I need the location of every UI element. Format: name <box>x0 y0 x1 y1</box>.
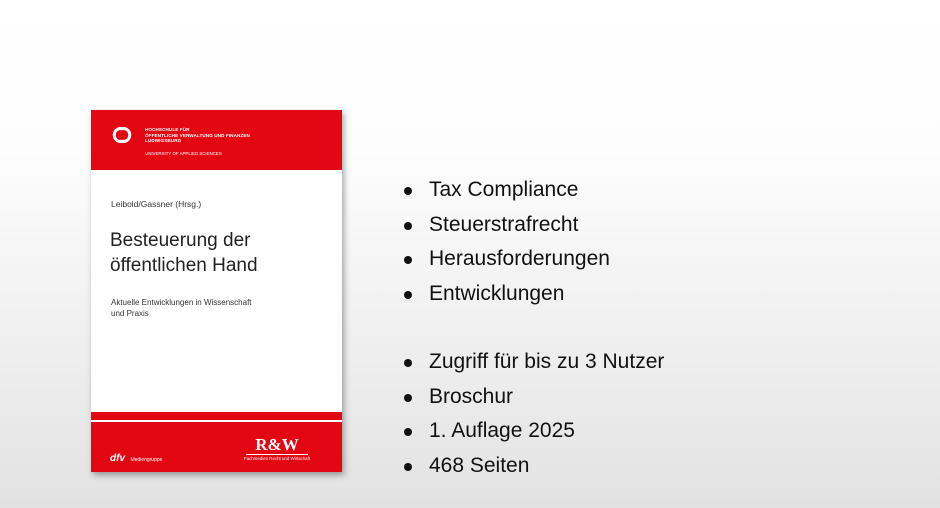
university-logo-icon <box>111 127 133 143</box>
dfv-logo-subtext: Mediengruppe <box>130 457 163 463</box>
topic-item <box>402 242 610 277</box>
institution-line: HOCHSCHULE FÜR <box>145 127 190 132</box>
book-subtitle-line: und Praxis <box>111 309 149 318</box>
rw-logo-mark: R&W <box>255 435 299 454</box>
detail-item <box>402 380 664 415</box>
topic-label: Steuerstrafrecht <box>429 212 579 236</box>
topic-label: Tax Compliance <box>429 178 579 201</box>
bullet-icon <box>404 394 412 402</box>
rw-logo-subtext: Fachmedien Recht und Wirtschaft <box>243 456 311 461</box>
topic-label: Entwicklungen <box>429 281 565 305</box>
book-subtitle <box>111 297 252 319</box>
topic-item <box>402 208 610 243</box>
topic-item <box>402 277 610 312</box>
detail-item <box>402 414 664 449</box>
institution-subtitle: UNIVERSITY OF APPLIED SCIENCES <box>145 151 222 156</box>
book-title-line: Besteuerung der <box>110 230 251 251</box>
book-title <box>110 228 258 278</box>
bullet-icon <box>404 359 412 367</box>
detail-label: 468 Seiten <box>429 453 530 477</box>
bullet-icon <box>404 256 412 264</box>
rw-logo <box>236 436 318 461</box>
cover-top-band <box>91 110 342 170</box>
dfv-logo-mark: dfv <box>110 453 125 464</box>
topic-item <box>402 173 610 208</box>
institution-line: ÖFFENTLICHE VERWALTUNG UND FINANZEN <box>145 132 250 138</box>
cover-divider-line <box>91 420 342 422</box>
detail-label: Broschur <box>429 384 514 408</box>
institution-line: LUDWIGSBURG <box>145 138 182 144</box>
detail-item <box>402 449 664 484</box>
details-list <box>402 345 664 483</box>
bullet-icon <box>404 291 412 299</box>
topic-label: Herausforderungen <box>429 247 610 270</box>
dfv-logo <box>110 448 162 466</box>
bullet-icon <box>404 222 412 230</box>
rw-logo-rule <box>246 454 308 455</box>
book-title-line: öffentlichen Hand <box>110 255 258 276</box>
detail-item <box>402 345 664 380</box>
institution-name <box>145 127 250 144</box>
cover-bottom-band <box>91 412 342 472</box>
book-editors: Leibold/Gassner (Hrsg.) <box>111 199 202 209</box>
detail-label: 1. Auflage 2025 <box>429 419 575 442</box>
book-cover <box>91 110 342 472</box>
bullet-icon <box>404 463 412 471</box>
bullet-icon <box>404 187 412 195</box>
bullet-icon <box>404 428 412 436</box>
book-subtitle-line: Aktuelle Entwicklungen in Wissenschaft <box>111 298 252 307</box>
detail-label: Zugriff für bis zu 3 Nutzer <box>429 350 665 373</box>
topics-list <box>402 173 610 311</box>
